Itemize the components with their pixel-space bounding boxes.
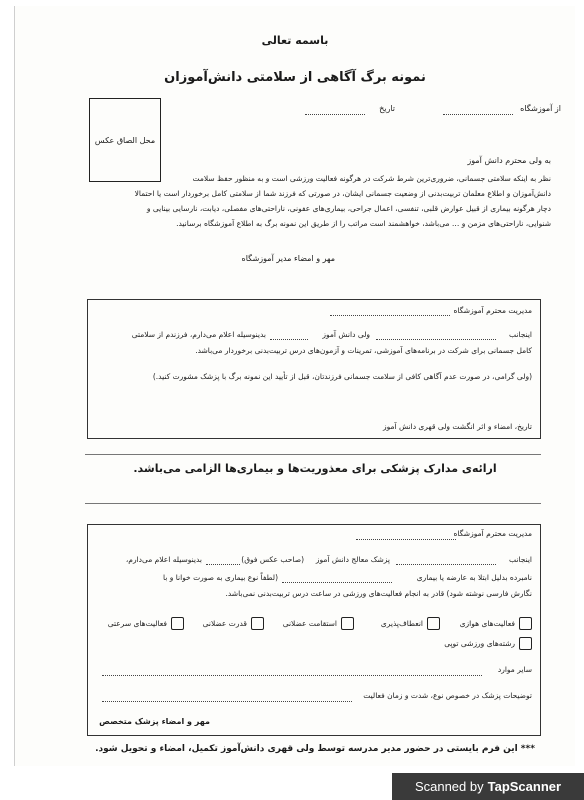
activity-strength[interactable]: قدرت عضلانی: [203, 617, 264, 630]
box2-line3: نگارش فارسی نوشته شود) قادر به انجام فعالیت‌های ورزشی در ساعت درس تربیت‌بدنی نمی‌باشد.: [225, 589, 532, 598]
watermark-brand: TapScanner: [487, 779, 562, 794]
parent-declaration-box: [87, 299, 541, 439]
patient-name-field[interactable]: [206, 556, 240, 565]
photo-box: [89, 98, 161, 182]
box2-line1-paren: (صاحب عکس فوق): [241, 555, 304, 564]
activity-aerobic[interactable]: فعالیت‌های هوازی: [460, 617, 532, 630]
form-title: نمونه برگ آگاهی از سلامتی دانش‌آموزان: [164, 70, 426, 85]
medical-banner: ارائه‌ی مدارک پزشکی برای معذوریت‌ها و بیماری‌ها الزامی می‌باشد.: [133, 462, 497, 475]
box1-line1-mid: ولی دانش آموز: [322, 330, 370, 339]
box2-line1-mid: پزشک معالج دانش آموز: [315, 555, 390, 564]
basmala: باسمه تعالی: [261, 34, 329, 47]
box2-to-label: مدیریت محترم آموزشگاه: [453, 529, 532, 538]
date-field[interactable]: [305, 106, 365, 115]
box2-line1-end: بدینوسیله اعلام می‌دارم،: [125, 555, 202, 564]
form-page: [14, 6, 575, 766]
date-label: تاریخ: [379, 104, 395, 113]
checkbox[interactable]: [519, 617, 532, 630]
checkbox[interactable]: [171, 617, 184, 630]
intro-line: دانش‌آموزان و اطلاع معلمان تربیت‌بدنی از وضعیت جسمانی ایشان، در صورتی که فرزند شما از سلامتی کامل برخوردار است یا احتمالا: [134, 189, 551, 198]
intro-paragraph: [51, 171, 551, 231]
activity-endurance[interactable]: استقامت عضلانی: [283, 617, 354, 630]
box2-line2-start: نامبرده بدلیل ابتلا به عارضه یا بیماری: [416, 573, 532, 582]
checkbox[interactable]: [341, 617, 354, 630]
other-field[interactable]: [102, 667, 482, 676]
intro-line: شنوایی، ناراحتی‌های مزمن و … می‌باشد، خواهشمند است مراتب را از طریق این نمونه برگ به اطلاع آموزشگاه برسانید.: [176, 219, 551, 228]
activity-ball-sports[interactable]: رشته‌های ورزشی توپی: [444, 637, 532, 650]
other-label: سایر موارد: [497, 665, 532, 674]
footer-note: *** این فرم بایستی در حضور مدیر مدرسه توسط ولی قهری دانش‌آموز تکمیل، امضاء و تحویل شود.: [95, 744, 535, 754]
checkbox[interactable]: [427, 617, 440, 630]
box1-signature: تاریخ، امضاء و اثر انگشت ولی قهری دانش آموز: [382, 422, 532, 431]
box2-school-field[interactable]: [356, 531, 456, 540]
watermark-prefix: Scanned by: [414, 779, 484, 794]
checkbox[interactable]: [251, 617, 264, 630]
box1-line2: کامل جسمانی برای شرکت در برنامه‌های آموزشی، تمرینات و آزمون‌های درس تربیت‌بدنی برخوردار می‌باشد.: [195, 346, 532, 355]
physician-declaration-box: [87, 524, 541, 736]
box1-line3: (ولی گرامی، در صورت عدم آگاهی کافی از سلامت جسمانی فرزندتان، قبل از تأیید این نمونه برگ با پزشک مشورت کنید.): [152, 372, 532, 381]
divider-bottom: [85, 503, 541, 504]
box2-line1-start: اینجانب: [508, 555, 532, 564]
physician-name-field[interactable]: [396, 556, 496, 565]
school-label: از آموزشگاه: [520, 104, 561, 113]
notes-field[interactable]: [102, 693, 352, 702]
principal-signature: مهر و امضاء مدیر آموزشگاه: [241, 254, 335, 263]
physician-signature: مهر و امضاء پزشک متخصص: [99, 717, 210, 726]
box1-line1-end: بدینوسیله اعلام می‌دارم، فرزندم از سلامتی: [131, 330, 266, 339]
box1-to-label: مدیریت محترم آموزشگاه: [453, 306, 532, 315]
box2-line2-end: (لطفاً نوع بیماری به صورت خوانا و با: [162, 573, 278, 582]
notes-label: توضیحات پزشک در خصوص نوع، شدت و زمان فعالیت: [363, 691, 532, 700]
box1-line1-start: اینجانب: [508, 330, 532, 339]
divider-top: [85, 454, 541, 455]
salutation: به ولی محترم دانش آموز: [467, 156, 551, 165]
intro-line: دچار هرگونه بیماری از قبیل عوارض قلبی، تنفسی، اعمال جراحی، بیماری‌های عفونی، ناراحتی‌های مفصلی، دیابت، نارسایی بینایی و: [146, 204, 551, 213]
student-name-field[interactable]: [270, 331, 308, 340]
parent-name-field[interactable]: [376, 331, 496, 340]
activity-flexibility[interactable]: انعطاف‌پذیری: [381, 617, 440, 630]
intro-line: نظر به اینکه سلامتی جسمانی، ضروری‌ترین شرط شرکت در هرگونه فعالیت ورزشی است و به منظور حفظ سلامت: [192, 174, 551, 183]
scanner-watermark: [392, 773, 584, 800]
activity-speed[interactable]: فعالیت‌های سرعتی: [108, 617, 184, 630]
photo-label: محل الصاق عکس: [94, 135, 156, 145]
box1-school-field[interactable]: [330, 307, 450, 316]
illness-field[interactable]: [282, 574, 392, 583]
school-field[interactable]: [443, 106, 513, 115]
checkbox[interactable]: [519, 637, 532, 650]
